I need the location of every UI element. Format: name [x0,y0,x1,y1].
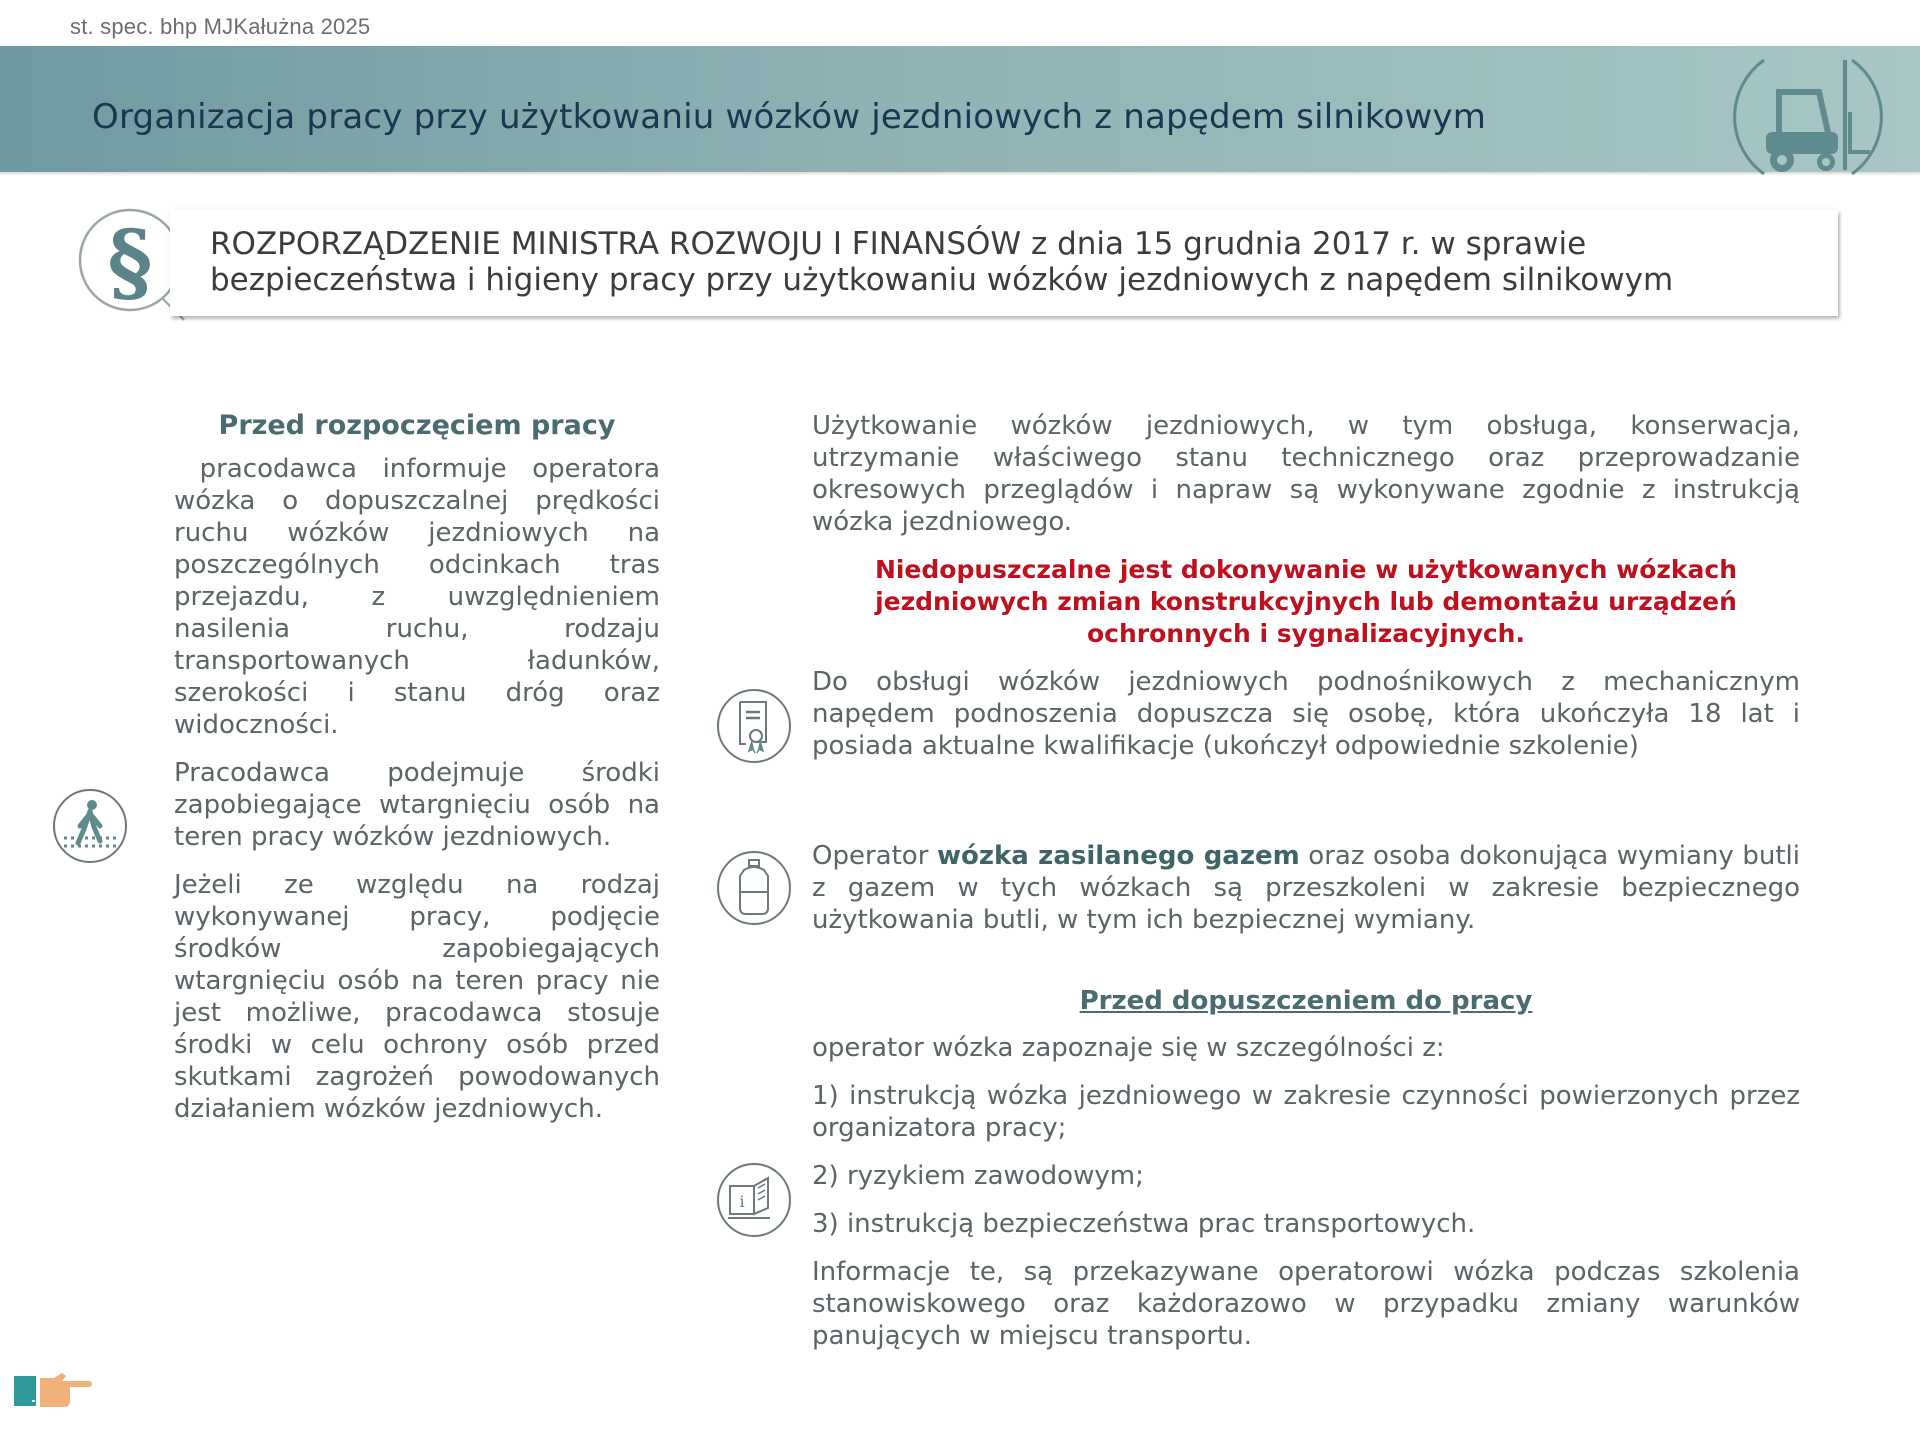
regulation-line-1: ROZPORZĄDZENIE MINISTRA ROZWOJU I FINANSÓW z dnia 15 grudnia 2017 r. w sprawie [210,226,1587,262]
list-item: 3) instrukcją bezpieczeństwa prac transportowych. [812,1209,1476,1239]
paragraph-usage-maintenance: Użytkowanie wózków jezdniowych, w tym obsługa, konserwacja, utrzymanie właściwego stanu technicznego oraz przeprowadzanie okresowych przeglądów i napraw są wykonywane zgodnie z instrukcją wózka jezdniowego. [812,411,1800,537]
paragraph-protection-measures: Jeżeli ze względu na rodzaj wykonywanej pracy, podjęcie środków zapobiegających wtargnięciu osób na teren pracy nie jest możliwe, pracodawca stosuje środki w celu ochrony osób przed skutkami zagrożeń powodowanych działaniem wózków jezdniowych. [174,870,660,1124]
gas-cylinder-icon [716,850,792,926]
paragraph-operator-age: Do obsługi wózków jezdniowych podnośnikowych z mechanicznym napędem podnoszenia dopuszcza się osobę, która ukończyła 18 lat i posiada aktualne kwalifikacje (ukończył odpowiednie szkolenie) [812,667,1800,761]
warning-text: Niedopuszczalne jest dokonywanie w użytkowanych wózkach jezdniowych zmian konstrukcyjnych lub demontażu urządzeń ochronnych i sygnalizacyjnych. [874,555,1738,648]
svg-text:i: i [739,1192,745,1211]
svg-text:§: § [107,212,153,313]
paragraph-training-info: Informacje te, są przekazywane operatorowi wózka podczas szkolenia stanowiskowego oraz każdorazowo w przypadku zmiany warunków panujących w miejscu transportu. [812,1257,1800,1351]
regulation-title [210,226,1810,298]
regulation-box [170,210,1838,316]
page-title: Organizacja pracy przy użytkowaniu wózków jezdniowych z napędem silnikowym [92,96,1487,137]
section-heading-before-work: Przed rozpoczęciem pracy [218,410,616,441]
info-book-icon [716,1162,792,1238]
right-column [812,410,1800,1368]
gas-text-post: oraz osoba dokonująca wymiany butli z gazem w tych wózkach są przeszkoleni w zakresie bezpiecznego użytkowania butli, w tym ich bezpiecznej wymiany. [812,841,1801,935]
list-item: 1) instrukcją wózka jezdniowego w zakresie czynności powierzonych przez organizatora pracy; [812,1081,1800,1143]
author-credit: st. spec. bhp MJKałużna 2025 [70,14,371,39]
pedestrian-crossing-icon [52,788,128,864]
title-banner [0,46,1920,172]
regulation-line-2: bezpieczeństwa i higieny pracy przy użytkowaniu wózków jezdniowych z napędem silnikowym [210,262,1674,298]
section-heading-admission: Przed dopuszczeniem do pracy [1079,986,1533,1016]
list-intro: operator wózka zapoznaje się w szczególności z: [812,1033,1445,1063]
gas-text-pre: Operator [812,841,937,871]
paragraph-speed-info: pracodawca informuje operatora wózka o dopuszczalnej prędkości ruchu wózków jezdniowych na poszczególnych odcinkach tras przejazdu, z uwzględnieniem nasilenia ruchu, rodzaju transportowanych ładunków, szerokości i stanu dróg oraz widoczności. [174,454,669,740]
forklift-icon [1724,50,1894,180]
certificate-icon [716,688,792,764]
list-item: 2) ryzykiem zawodowym; [812,1161,1144,1191]
paragraph-intrusion-prevention: Pracodawca podejmuje środki zapobiegające wtargnięciu osób na teren pracy wózków jezdniowych. [174,758,660,852]
pointing-hand-icon[interactable] [12,1372,96,1408]
left-column [174,408,669,1141]
gas-text-bold: wózka zasilanego gazem [936,841,1300,871]
paragraph-gas-cylinder [812,840,1800,936]
